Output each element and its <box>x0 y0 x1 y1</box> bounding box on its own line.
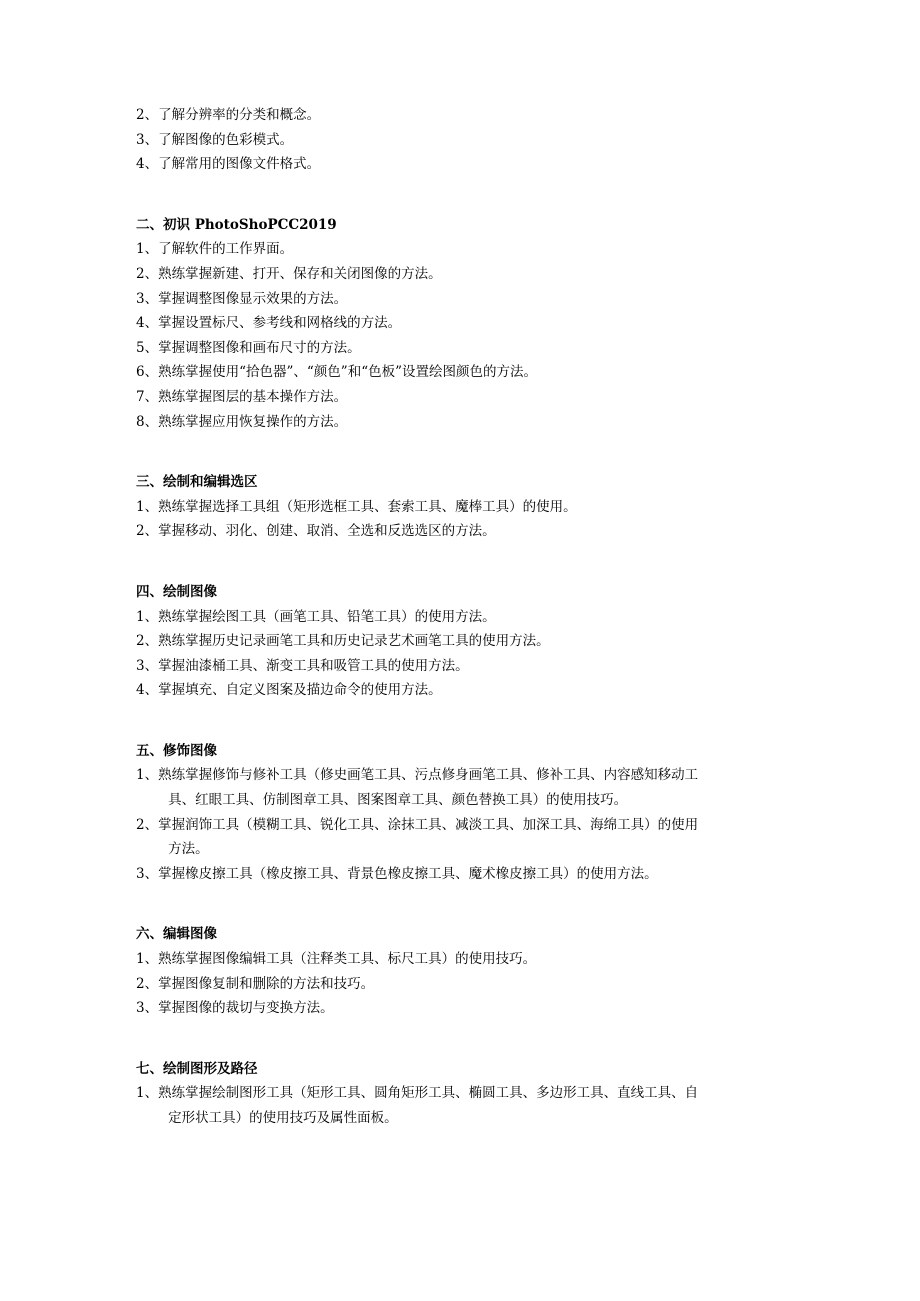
list-item <box>136 410 786 435</box>
list-item-number: 4、 <box>136 156 159 173</box>
list-item-text <box>158 495 786 520</box>
list-item-number: 5、 <box>136 339 159 356</box>
list-item-text-line: 掌握图像复制和删除的方法和技巧。 <box>158 975 375 992</box>
list-item-text-line: 了解常用的图像文件格式。 <box>158 156 321 173</box>
list-item-number: 1、 <box>136 241 159 258</box>
list-item-text <box>158 128 786 153</box>
list-item-text <box>158 947 786 972</box>
list-item-text <box>158 1081 786 1130</box>
list-item-text-line: 掌握图像的裁切与变换方法。 <box>158 1000 334 1017</box>
section <box>136 103 786 177</box>
list-item-number: 1、 <box>136 951 159 968</box>
list-item <box>136 262 786 287</box>
document-body <box>136 103 786 1131</box>
section-heading: 四、绘制图像 <box>136 583 217 600</box>
list-item-number: 2、 <box>136 816 159 833</box>
list-item-text-line: 了解图像的色彩模式。 <box>158 131 294 148</box>
list-item-number: 8、 <box>136 413 159 430</box>
list-item-number: 2、 <box>136 633 159 650</box>
list-item-text-line: 熟练掌握绘制图形工具（矩形工具、圆角矩形工具、椭圆工具、多边形工具、直线工具、自 <box>158 1085 699 1102</box>
list-item-text-line: 了解软件的工作界面。 <box>158 241 294 258</box>
list-item <box>136 1081 786 1130</box>
list-item-text <box>158 996 786 1021</box>
list-item <box>136 495 786 520</box>
list-item <box>136 360 786 385</box>
section-heading: 六、编辑图像 <box>136 926 217 943</box>
list-item-text-line: 熟练掌握图像编辑工具（注释类工具、标尺工具）的使用技巧。 <box>158 951 537 968</box>
section <box>136 470 786 544</box>
list-item-text <box>158 862 786 887</box>
section <box>136 580 786 703</box>
list-item-text <box>158 519 786 544</box>
list-item-text-line: 掌握橡皮擦工具（橡皮擦工具、背景色橡皮擦工具、魔术橡皮擦工具）的使用方法。 <box>158 865 658 882</box>
list-item <box>136 152 786 177</box>
list-item-text-line: 熟练掌握新建、打开、保存和关闭图像的方法。 <box>158 265 442 282</box>
list-item-text <box>158 763 786 812</box>
list-item <box>136 813 786 862</box>
section <box>136 213 786 434</box>
section-heading: 七、绘制图形及路径 <box>136 1060 258 1077</box>
list-item <box>136 519 786 544</box>
section-heading: 五、修饰图像 <box>136 742 217 759</box>
list-item-text-line: 熟练掌握修饰与修补工具（修史画笔工具、污点修身画笔工具、修补工具、内容感知移动工 <box>158 767 699 784</box>
list-item-number: 3、 <box>136 1000 159 1017</box>
list-item-text <box>158 678 786 703</box>
list-item-text <box>158 813 786 862</box>
list-item-text <box>158 152 786 177</box>
list-item-text-line: 熟练掌握图层的基本操作方法。 <box>158 388 348 405</box>
list-item-number: 6、 <box>136 364 159 381</box>
list-item-number: 2、 <box>136 265 159 282</box>
list-item-text-line: 掌握润饰工具（模糊工具、锐化工具、涂抹工具、减淡工具、加深工具、海绵工具）的使用 <box>158 816 699 833</box>
list-item-text <box>158 605 786 630</box>
list-item-number: 1、 <box>136 1085 159 1102</box>
list-item <box>136 605 786 630</box>
list-item-number: 3、 <box>136 131 159 148</box>
list-item-text <box>158 629 786 654</box>
list-item-text-continuation: 方法。 <box>168 841 209 858</box>
list-item <box>136 629 786 654</box>
list-item-number: 2、 <box>136 107 159 123</box>
list-item <box>136 103 786 128</box>
list-item <box>136 678 786 703</box>
list-item-number: 2、 <box>136 975 159 992</box>
list-item-text <box>158 336 786 361</box>
list-item-number: 1、 <box>136 608 159 625</box>
list-item <box>136 763 786 812</box>
list-item-text <box>158 972 786 997</box>
list-item-text <box>158 103 786 128</box>
list-item-text-line: 熟练掌握选择工具组（矩形选框工具、套索工具、魔棒工具）的使用。 <box>158 498 577 515</box>
list-item-number: 1、 <box>136 498 159 515</box>
list-item <box>136 385 786 410</box>
list-item-text-continuation: 定形状工具）的使用技巧及属性面板。 <box>168 1110 398 1126</box>
list-item <box>136 336 786 361</box>
list-item <box>136 996 786 1021</box>
list-item-number: 2、 <box>136 523 159 540</box>
list-item-text <box>158 410 786 435</box>
list-item-text-line: 掌握调整图像和画布尺寸的方法。 <box>158 339 361 356</box>
section <box>136 922 786 1020</box>
section-heading: 二、初识 PhotoShoPCC2019 <box>136 216 337 233</box>
list-item-number: 1、 <box>136 767 159 784</box>
list-item <box>136 128 786 153</box>
list-item <box>136 947 786 972</box>
list-item-number: 7、 <box>136 388 159 405</box>
list-item-text-line: 熟练掌握绘图工具（画笔工具、铅笔工具）的使用方法。 <box>158 608 496 625</box>
list-item-text-line: 熟练掌握使用“拾色器”、“颜色”和“色板”设置绘图颜色的方法。 <box>158 364 538 381</box>
list-item <box>136 654 786 679</box>
list-item <box>136 287 786 312</box>
list-item <box>136 972 786 997</box>
list-item-text <box>158 262 786 287</box>
list-item-text <box>158 237 786 262</box>
list-item-text <box>158 385 786 410</box>
list-item-number: 3、 <box>136 865 159 882</box>
list-item-text-line: 掌握移动、羽化、创建、取消、全选和反选选区的方法。 <box>158 523 496 540</box>
section <box>136 739 786 887</box>
list-item-text <box>158 311 786 336</box>
list-item-number: 4、 <box>136 315 159 332</box>
list-item-text-line: 掌握调整图像显示效果的方法。 <box>158 290 348 307</box>
list-item-text-line: 熟练掌握应用恢复操作的方法。 <box>158 413 348 430</box>
list-item <box>136 311 786 336</box>
list-item-text-line: 了解分辨率的分类和概念。 <box>158 107 321 123</box>
list-item-text <box>158 654 786 679</box>
list-item-text <box>158 287 786 312</box>
section-heading: 三、绘制和编辑选区 <box>136 474 258 491</box>
list-item-text <box>158 360 786 385</box>
list-item-text-line: 掌握设置标尺、参考线和网格线的方法。 <box>158 315 402 332</box>
list-item-text-line: 熟练掌握历史记录画笔工具和历史记录艺术画笔工具的使用方法。 <box>158 633 550 650</box>
section <box>136 1057 786 1131</box>
list-item-number: 4、 <box>136 682 159 699</box>
list-item-text-continuation: 具、红眼工具、仿制图章工具、图案图章工具、颜色替换工具）的使用技巧。 <box>168 792 628 809</box>
list-item <box>136 237 786 262</box>
list-item-text-line: 掌握填充、自定义图案及描边命令的使用方法。 <box>158 682 442 699</box>
list-item-number: 3、 <box>136 657 159 674</box>
list-item-text-line: 掌握油漆桶工具、渐变工具和吸管工具的使用方法。 <box>158 657 469 674</box>
list-item <box>136 862 786 887</box>
list-item-number: 3、 <box>136 290 159 307</box>
